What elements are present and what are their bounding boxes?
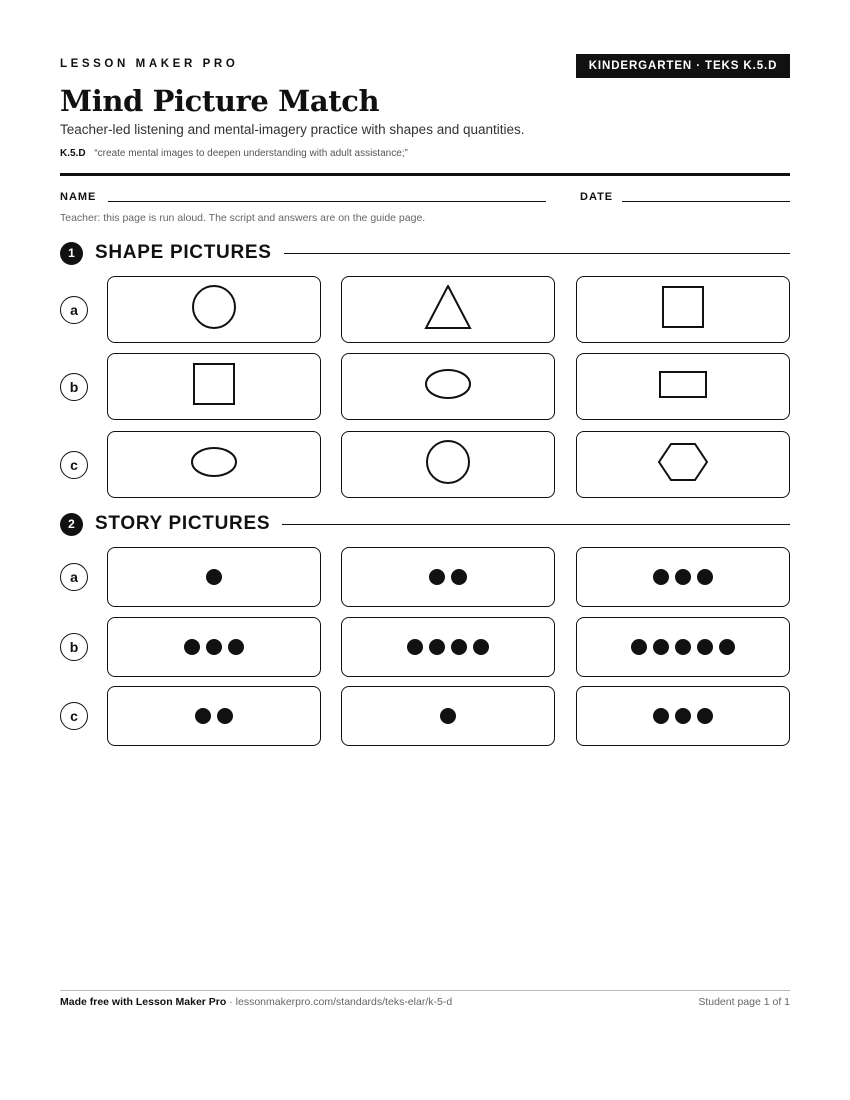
dot-icon bbox=[451, 639, 467, 655]
dot-group bbox=[440, 708, 456, 724]
dot-icon bbox=[429, 639, 445, 655]
oval-shape-icon bbox=[418, 362, 478, 411]
dot-group bbox=[206, 569, 222, 585]
dot-icon bbox=[407, 639, 423, 655]
footer-page-number: Student page 1 of 1 bbox=[698, 996, 790, 1008]
shape-card-oval[interactable] bbox=[341, 353, 555, 420]
footer-made-with: Made free with Lesson Maker Pro bbox=[60, 996, 227, 1008]
dot-group bbox=[653, 569, 713, 585]
section-number: 1 bbox=[60, 242, 83, 265]
dot-icon bbox=[631, 639, 647, 655]
dot-icon bbox=[206, 569, 222, 585]
section-rule bbox=[282, 524, 790, 525]
section-rule bbox=[284, 253, 790, 254]
dot-count-card[interactable] bbox=[107, 617, 321, 677]
dot-icon bbox=[675, 569, 691, 585]
dot-icon bbox=[228, 639, 244, 655]
shape-card-hexagon[interactable] bbox=[576, 431, 790, 498]
dot-icon bbox=[697, 708, 713, 724]
dot-icon bbox=[675, 708, 691, 724]
row-label-c: c bbox=[60, 702, 88, 730]
dot-count-card[interactable] bbox=[107, 686, 321, 746]
shape-card-circle[interactable] bbox=[341, 431, 555, 498]
section-title: SHAPE PICTURES bbox=[95, 242, 272, 263]
date-label: DATE bbox=[580, 191, 614, 203]
dot-count-card[interactable] bbox=[576, 686, 790, 746]
dot-icon bbox=[653, 569, 669, 585]
dot-icon bbox=[206, 639, 222, 655]
section-title: STORY PICTURES bbox=[95, 513, 271, 534]
section-number: 2 bbox=[60, 513, 83, 536]
dot-count-card[interactable] bbox=[341, 547, 555, 607]
grade-standard-badge: KINDERGARTEN · TEKS K.5.D bbox=[576, 54, 790, 78]
shape-card-oval[interactable] bbox=[107, 431, 321, 498]
dot-group bbox=[195, 708, 233, 724]
dot-icon bbox=[653, 708, 669, 724]
hexagon-shape-icon bbox=[653, 440, 713, 489]
dot-icon bbox=[473, 639, 489, 655]
circle-shape-icon bbox=[418, 440, 478, 489]
dot-count-card[interactable] bbox=[576, 547, 790, 607]
triangle-shape-icon bbox=[418, 285, 478, 334]
row-label-b: b bbox=[60, 633, 88, 661]
row-label-c: c bbox=[60, 451, 88, 479]
dot-count-card[interactable] bbox=[341, 686, 555, 746]
dot-group bbox=[184, 639, 244, 655]
teacher-note: Teacher: this page is run aloud. The script and answers are on the guide page. bbox=[60, 212, 426, 224]
oval-shape-icon bbox=[184, 440, 244, 489]
rectangle-shape-icon bbox=[653, 362, 713, 411]
dot-count-card[interactable] bbox=[341, 617, 555, 677]
shape-card-square[interactable] bbox=[107, 353, 321, 420]
square-shape-icon bbox=[653, 285, 713, 334]
dot-icon bbox=[697, 569, 713, 585]
dot-icon bbox=[675, 639, 691, 655]
dot-icon bbox=[429, 569, 445, 585]
footer-url[interactable]: lessonmakerpro.com/standards/teks-elar/k-5-d bbox=[235, 996, 453, 1008]
page-subtitle: Teacher-led listening and mental-imagery practice with shapes and quantities. bbox=[60, 122, 525, 137]
name-date-row bbox=[60, 191, 790, 207]
row-label-a: a bbox=[60, 563, 88, 591]
header-divider bbox=[60, 173, 790, 176]
dot-icon bbox=[451, 569, 467, 585]
footer-divider bbox=[60, 990, 790, 991]
standard-code: K.5.D bbox=[60, 148, 86, 159]
shape-card-circle[interactable] bbox=[107, 276, 321, 343]
shape-card-square[interactable] bbox=[576, 276, 790, 343]
section-heading-shapes bbox=[60, 241, 790, 265]
dot-icon bbox=[697, 639, 713, 655]
dot-icon bbox=[653, 639, 669, 655]
dot-icon bbox=[184, 639, 200, 655]
standard-line bbox=[60, 148, 408, 159]
square-shape-icon bbox=[184, 362, 244, 411]
shape-card-triangle[interactable] bbox=[341, 276, 555, 343]
dot-icon bbox=[195, 708, 211, 724]
standard-text: “create mental images to deepen understanding with adult assistance;” bbox=[94, 148, 408, 159]
page-title: Mind Picture Match bbox=[60, 84, 380, 118]
dot-group bbox=[407, 639, 489, 655]
footer-credit bbox=[60, 996, 452, 1008]
dot-icon bbox=[719, 639, 735, 655]
name-field[interactable] bbox=[108, 201, 546, 202]
row-label-a: a bbox=[60, 296, 88, 324]
dot-group bbox=[653, 708, 713, 724]
dot-count-card[interactable] bbox=[576, 617, 790, 677]
name-label: NAME bbox=[60, 191, 97, 203]
row-label-b: b bbox=[60, 373, 88, 401]
dot-group bbox=[631, 639, 735, 655]
dot-count-card[interactable] bbox=[107, 547, 321, 607]
section-heading-story bbox=[60, 512, 790, 536]
date-field[interactable] bbox=[622, 201, 790, 202]
shape-card-rectangle[interactable] bbox=[576, 353, 790, 420]
circle-shape-icon bbox=[184, 285, 244, 334]
footer-separator: · bbox=[226, 996, 236, 1008]
dot-icon bbox=[440, 708, 456, 724]
brand-name: LESSON MAKER PRO bbox=[60, 58, 239, 70]
dot-group bbox=[429, 569, 467, 585]
dot-icon bbox=[217, 708, 233, 724]
